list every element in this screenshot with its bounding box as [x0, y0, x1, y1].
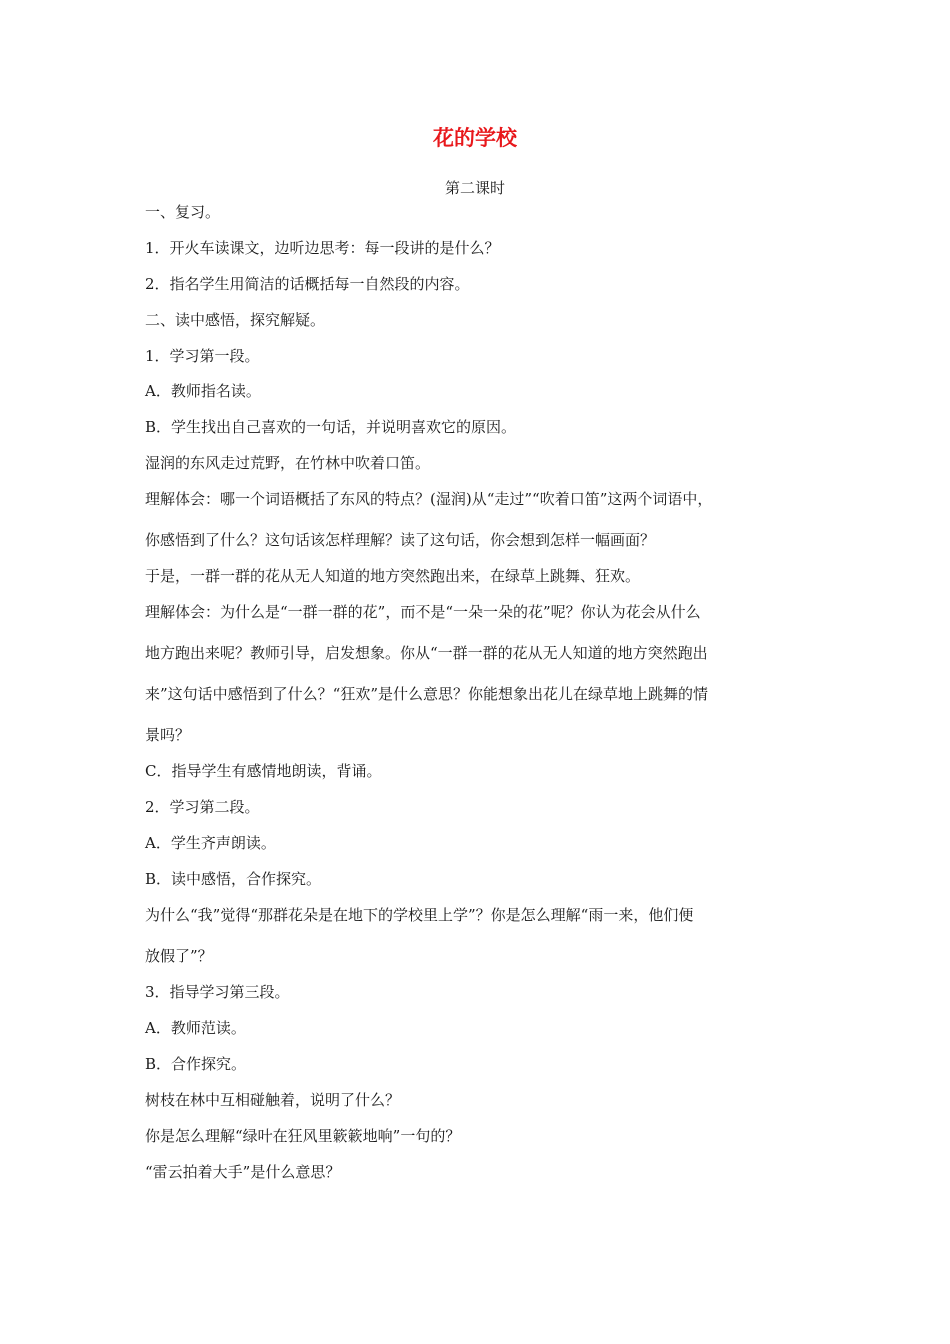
section-heading-review: 一、复习。: [145, 203, 221, 221]
paragraph-line: 理解体会：哪一个词语概括了东风的特点？(湿润)从“走过”“吹着口笛”这两个词语中，: [145, 490, 713, 508]
section-heading-reading: 二、读中感悟，探究解疑。: [145, 311, 326, 329]
paragraph-line: A．教师范读。: [145, 1019, 246, 1037]
lesson-period-subtitle: 第二课时: [444, 179, 505, 197]
paragraph-line: 放假了”？: [145, 947, 213, 965]
paragraph-line: B．学生找出自己喜欢的一句话，并说明喜欢它的原因。: [145, 418, 517, 436]
document-title: 花的学校: [433, 126, 517, 150]
paragraph-line: A．教师指名读。: [145, 382, 261, 400]
paragraph-line: A．学生齐声朗读。: [145, 834, 276, 852]
paragraph-line: 你感悟到了什么？这句话该怎样理解？读了这句话，你会想到怎样一幅画面？: [145, 531, 656, 549]
paragraph-line: 理解体会：为什么是“一群一群的花”，而不是“一朵一朵的花”呢？你认为花会从什么: [145, 603, 701, 621]
paragraph-line: 来”这句话中感悟到了什么？“狂欢”是什么意思？你能想象出花儿在绿草地上跳舞的情: [145, 685, 709, 703]
paragraph-line: “雷云拍着大手”是什么意思？: [145, 1163, 341, 1181]
paragraph-line: 于是，一群一群的花从无人知道的地方突然跑出来，在绿草上跳舞、狂欢。: [145, 567, 641, 585]
paragraph-line: C．指导学生有感情地朗读，背诵。: [145, 762, 382, 780]
paragraph-line: 3．指导学习第三段。: [145, 983, 290, 1001]
paragraph-line: 1．学习第一段。: [145, 347, 260, 365]
paragraph-line: 1．开火车读课文，边听边思考：每一段讲的是什么？: [145, 239, 500, 257]
paragraph-line: B．读中感悟，合作探究。: [145, 870, 322, 888]
paragraph-line: 2．学习第二段。: [145, 798, 260, 816]
paragraph-line: 景吗？: [145, 726, 191, 744]
paragraph-line: 你是怎么理解“绿叶在狂风里簌簌地响”一句的？: [145, 1127, 461, 1145]
paragraph-line: 为什么“我”觉得“那群花朵是在地下的学校里上学”？你是怎么理解“雨一来，他们便: [145, 906, 694, 924]
paragraph-line: 2．指名学生用简洁的话概括每一自然段的内容。: [145, 275, 470, 293]
paragraph-line: 地方跑出来呢？教师引导，启发想象。你从“一群一群的花从无人知道的地方突然跑出: [145, 644, 708, 662]
paragraph-line: 湿润的东风走过荒野，在竹林中吹着口笛。: [145, 454, 431, 472]
paragraph-line: B．合作探究。: [145, 1055, 247, 1073]
paragraph-line: 树枝在林中互相碰触着，说明了什么？: [145, 1091, 401, 1109]
